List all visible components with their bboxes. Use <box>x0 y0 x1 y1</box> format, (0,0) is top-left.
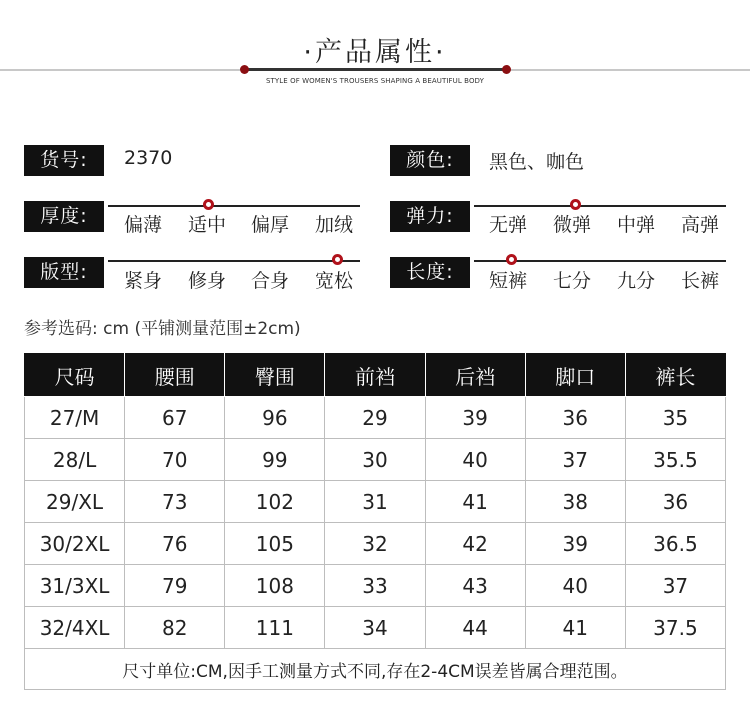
table-cell: 33 <box>325 565 425 607</box>
table-cell: 40 <box>425 439 525 481</box>
table-cell: 73 <box>125 481 225 523</box>
table-cell: 102 <box>225 481 325 523</box>
table-cell: 42 <box>425 523 525 565</box>
table-cell: 35.5 <box>625 439 725 481</box>
column-header: 后裆 <box>425 354 525 397</box>
fit-scale-line <box>108 260 360 262</box>
table-cell: 29 <box>325 397 425 439</box>
table-cell: 31/3XL <box>25 565 125 607</box>
elasticity-option: 高弹 <box>681 214 720 236</box>
size-table <box>24 353 726 690</box>
table-cell: 34 <box>325 607 425 649</box>
length-selected-marker <box>506 254 517 265</box>
reference-note: 参考选码: cm (平铺测量范围±2cm) <box>24 319 301 339</box>
fit-option: 合身 <box>251 270 290 292</box>
column-header: 前裆 <box>325 354 425 397</box>
table-cell: 43 <box>425 565 525 607</box>
color-label: 颜色: <box>390 145 470 176</box>
header-rule-left <box>0 69 240 71</box>
table-cell: 37 <box>625 565 725 607</box>
thickness-option: 加绒 <box>315 214 354 236</box>
section-subtitle: STYLE OF WOMEN'S TROUSERS SHAPING A BEAUTIFUL BODY <box>265 77 485 85</box>
length-option: 七分 <box>553 270 592 292</box>
column-header: 裤长 <box>625 354 725 397</box>
table-cell: 41 <box>425 481 525 523</box>
table-cell: 44 <box>425 607 525 649</box>
table-cell: 99 <box>225 439 325 481</box>
length-label: 长度: <box>390 257 470 288</box>
color-value: 黑色、咖色 <box>489 151 585 173</box>
table-cell: 39 <box>425 397 525 439</box>
table-cell: 111 <box>225 607 325 649</box>
elasticity-scale-line <box>474 205 726 207</box>
thickness-selected-marker <box>203 199 214 210</box>
table-row <box>25 523 726 565</box>
fit-option: 宽松 <box>315 270 354 292</box>
table-cell: 37.5 <box>625 607 725 649</box>
item-no-value: 2370 <box>124 147 173 169</box>
fit-option: 修身 <box>188 270 227 292</box>
table-cell: 31 <box>325 481 425 523</box>
table-cell: 70 <box>125 439 225 481</box>
elasticity-selected-marker <box>570 199 581 210</box>
table-cell: 105 <box>225 523 325 565</box>
table-cell: 38 <box>525 481 625 523</box>
fit-selected-marker <box>332 254 343 265</box>
table-row <box>25 397 726 439</box>
table-cell: 28/L <box>25 439 125 481</box>
section-title: ·产品属性· <box>303 37 447 68</box>
thickness-option: 偏厚 <box>251 214 290 236</box>
table-cell: 32 <box>325 523 425 565</box>
column-header: 脚口 <box>525 354 625 397</box>
fit-label: 版型: <box>24 257 104 288</box>
length-option: 短裤 <box>489 270 528 292</box>
table-cell: 36 <box>525 397 625 439</box>
elasticity-option: 微弹 <box>553 214 592 236</box>
table-cell: 96 <box>225 397 325 439</box>
table-header-row <box>25 354 726 397</box>
table-row <box>25 607 726 649</box>
table-cell: 36 <box>625 481 725 523</box>
elasticity-option: 中弹 <box>617 214 656 236</box>
table-cell: 29/XL <box>25 481 125 523</box>
table-cell: 32/4XL <box>25 607 125 649</box>
item-no-label: 货号: <box>24 145 104 176</box>
column-header: 腰围 <box>125 354 225 397</box>
table-cell: 35 <box>625 397 725 439</box>
table-cell: 108 <box>225 565 325 607</box>
elasticity-label: 弹力: <box>390 201 470 232</box>
table-cell: 30/2XL <box>25 523 125 565</box>
elasticity-option: 无弹 <box>489 214 528 236</box>
table-row <box>25 481 726 523</box>
thickness-option: 适中 <box>188 214 227 236</box>
table-note-row <box>25 649 726 690</box>
table-cell: 27/M <box>25 397 125 439</box>
column-header: 尺码 <box>25 354 125 397</box>
thickness-label: 厚度: <box>24 201 104 232</box>
table-cell: 79 <box>125 565 225 607</box>
column-header: 臀围 <box>225 354 325 397</box>
table-cell: 36.5 <box>625 523 725 565</box>
table-cell: 30 <box>325 439 425 481</box>
table-cell: 40 <box>525 565 625 607</box>
table-cell: 76 <box>125 523 225 565</box>
length-option: 九分 <box>617 270 656 292</box>
header-rule-right <box>510 69 750 71</box>
length-option: 长裤 <box>681 270 720 292</box>
table-cell: 41 <box>525 607 625 649</box>
thickness-scale-line <box>108 205 360 207</box>
thickness-option: 偏薄 <box>124 214 163 236</box>
fit-option: 紧身 <box>124 270 163 292</box>
table-row <box>25 565 726 607</box>
table-cell: 37 <box>525 439 625 481</box>
table-cell: 39 <box>525 523 625 565</box>
table-row <box>25 439 726 481</box>
table-cell: 67 <box>125 397 225 439</box>
table-note: 尺寸单位:CM,因手工测量方式不同,存在2-4CM误差皆属合理范围。 <box>25 649 726 690</box>
table-cell: 82 <box>125 607 225 649</box>
